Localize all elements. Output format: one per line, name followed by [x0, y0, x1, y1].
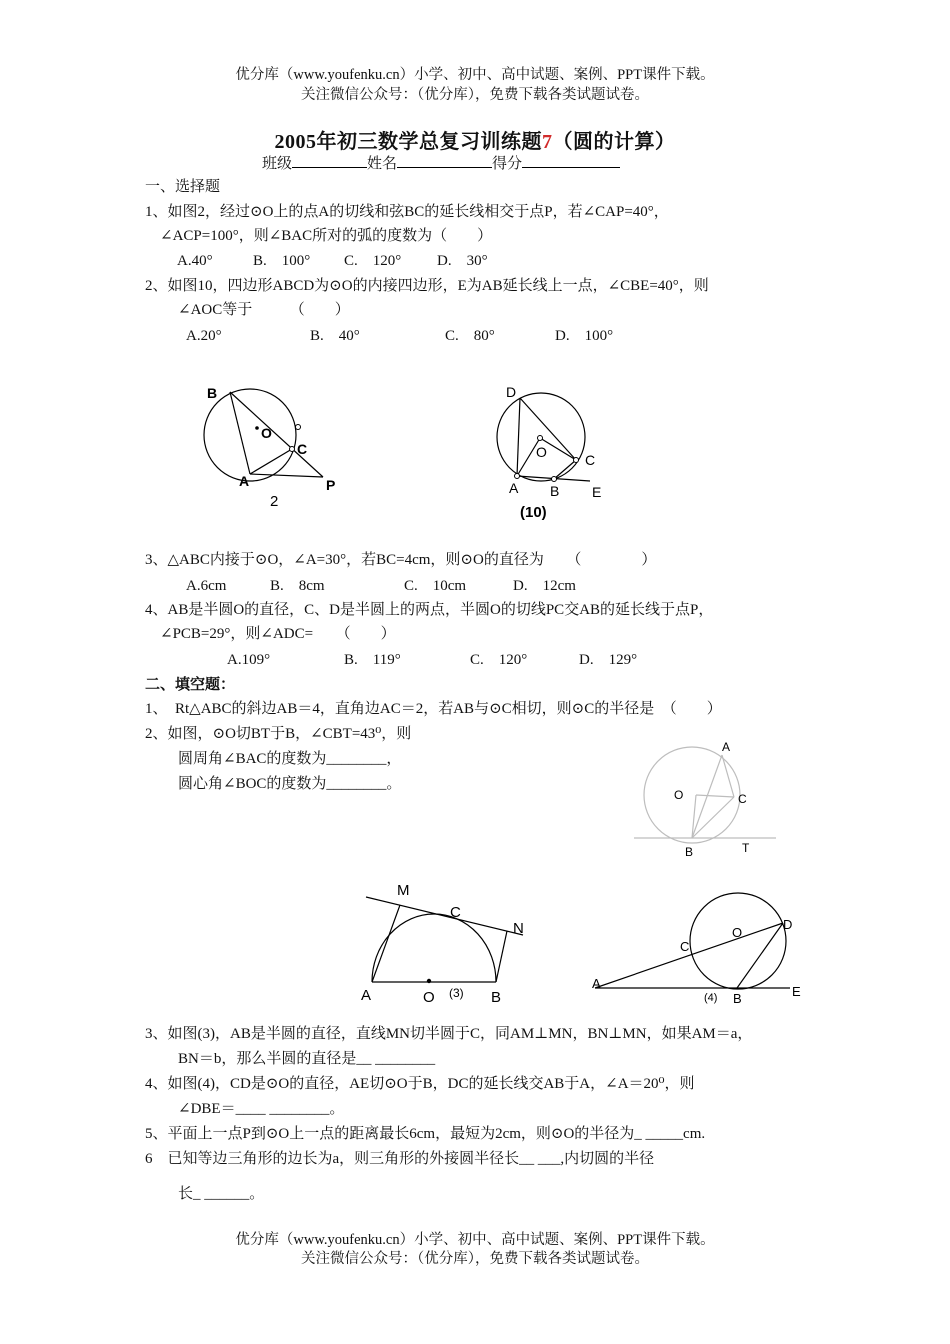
fig3-label-b: B — [491, 989, 502, 1006]
fig2-label-c: C — [297, 441, 308, 457]
fig4-label-c: C — [680, 939, 690, 954]
fig4-circle — [690, 893, 786, 989]
s1-q3-option-c: C. 10cm — [404, 578, 467, 594]
section1-heading: 一、选择题 — [145, 179, 221, 195]
title-sub: （圆的计算） — [552, 131, 676, 153]
header-line-2: 关注微信公众号：（优分库），免费下载各类试题试卷。 — [301, 87, 649, 103]
s1-q4-option-c: C. 120° — [470, 652, 528, 668]
s2-q2-line2: 圆周角∠BAC的度数为________， — [178, 751, 402, 767]
fig10-label-a: A — [509, 480, 519, 496]
section2-heading: 二、填空题： — [145, 677, 236, 693]
fig10-label-o: O — [536, 444, 547, 460]
fig4-label-e: E — [792, 984, 801, 999]
fig10-label-e: E — [592, 484, 602, 500]
figbt-label-c: C — [738, 792, 747, 806]
fig3-label-n: N — [513, 920, 524, 937]
footer-line-1: 优分库（www.youfenku.cn）小学、初中、高中试题、案例、PPT课件下载。 — [235, 1232, 715, 1248]
s2-q2-line1: 2、如图，⊙O切BT于B，∠CBT=43⁰，则 — [145, 726, 412, 742]
name-blank — [397, 153, 492, 168]
fig10-label-d: D — [506, 384, 517, 400]
fig10-point-a — [515, 474, 520, 479]
fig3-bn — [496, 931, 507, 982]
fig10-caption: (10) — [520, 504, 547, 521]
fig10-side-bc — [554, 460, 576, 479]
fig10-point-b — [552, 477, 557, 482]
fig4-label-o: O — [732, 925, 743, 940]
fig2-point-c — [290, 447, 295, 452]
figbt-label-o: O — [674, 788, 684, 802]
s1-q2-line1: 2、如图10，四边形ABCD为⊙O的内接四边形，E为AB延长线上一点，∠CBE=40°，则 — [145, 278, 709, 294]
s1-q4-option-a: A.109° — [227, 652, 271, 668]
fig2-line-bp — [230, 392, 323, 477]
s1-q4-option-b: B. 119° — [344, 652, 401, 668]
fig4-label-b: B — [733, 991, 742, 1006]
s1-q2-option-b: B. 40° — [310, 328, 360, 344]
fig4-label-d: D — [783, 917, 793, 932]
fig2-chord-ba — [230, 392, 250, 474]
s2-q6-line1: 6 已知等边三角形的边长为a，则三角形的外接圆半径长__ ___,内切圆的半径 — [145, 1151, 655, 1167]
fig2-label-a: A — [239, 473, 250, 489]
fig2-label-p: P — [326, 477, 336, 493]
s1-q1-option-d: D. 30° — [437, 253, 488, 269]
s1-q2-line2: ∠AOC等于 （ ） — [178, 302, 350, 318]
fig3-center-dot — [427, 979, 431, 983]
s1-q1-line1: 1、如图2，经过⊙O上的点A的切线和弦BC的延长线相交于点P，若∠CAP=40°， — [145, 204, 669, 220]
s1-q3-option-d: D. 12cm — [513, 578, 576, 594]
s2-q2-line3: 圆心角∠BOC的度数为________。 — [178, 776, 402, 792]
fig10-point-c — [574, 458, 579, 463]
s1-q1-option-c: C. 120° — [344, 253, 402, 269]
fig10-label-c: C — [585, 452, 596, 468]
student-info-line — [262, 153, 620, 174]
figure-10 — [490, 380, 620, 525]
class-blank — [292, 153, 367, 168]
fig10-side-da — [517, 398, 520, 476]
figbt-radius-oc — [696, 795, 734, 797]
figbt-chord-ac — [722, 755, 734, 797]
fig4-line-ad — [595, 923, 783, 988]
fig3-label-c: C — [450, 904, 461, 921]
s1-q1-option-a: A.40° — [177, 253, 213, 269]
s1-q1-option-b: B. 100° — [253, 253, 311, 269]
fig3-am — [372, 905, 400, 982]
fig10-point-o — [538, 436, 543, 441]
s1-q4-option-d: D. 129° — [579, 652, 638, 668]
fig4-label-a: A — [592, 976, 601, 991]
figure-2 — [195, 380, 350, 515]
fig3-label-o: O — [423, 989, 435, 1006]
title-number: 7 — [542, 131, 553, 153]
s1-q1-line2: ∠ACP=100°，则∠BAC所对的弧的度数为（ ） — [160, 228, 493, 244]
fig2-center-dot — [255, 426, 259, 430]
s1-q2-option-a: A.20° — [186, 328, 222, 344]
fig2-tangent-ap — [250, 474, 323, 477]
s1-q3-option-b: B. 8cm — [270, 578, 325, 594]
s2-q5: 5、平面上一点P到⊙O上一点的距离最长6cm，最短为2cm，则⊙O的半径为_ _____cm. — [145, 1126, 706, 1142]
s2-q1: 1、 Rt△ABC的斜边AB＝4，直角边AC＝2，若AB与⊙C相切，则⊙C的半径是 （ ） — [145, 701, 722, 717]
s1-q4-line1: 4、AB是半圆O的直径，C、D是半圆上的两点，半圆O的切线PC交AB的延长线于点P， — [145, 602, 714, 618]
fig2-caption: 2 — [270, 493, 279, 510]
fig2-label-o: O — [261, 425, 272, 441]
figbt-circle — [644, 747, 740, 843]
score-blank — [522, 153, 620, 168]
fig10-side-dc — [520, 398, 576, 460]
figbt-label-a: A — [722, 740, 731, 754]
s2-q6-line2: 长_ ______。 — [178, 1186, 265, 1202]
s2-q3-line1: 3、如图(3)，AB是半圆的直径，直线MN切半圆于C，同AM⊥MN，BN⊥MN，如果AM＝a， — [145, 1026, 753, 1042]
class-label: 班级 — [262, 156, 293, 172]
title-main: 2005年初三数学总复习训练题 — [274, 131, 542, 153]
fig2-handle-dot — [296, 425, 301, 430]
figbt-label-t: T — [742, 841, 750, 855]
fig3-caption: (3) — [449, 986, 464, 1000]
fig3-label-a: A — [361, 987, 372, 1004]
fig2-chord-ac — [250, 449, 292, 474]
s1-q2-option-d: D. 100° — [555, 328, 614, 344]
score-label: 得分 — [492, 156, 523, 172]
s2-q4-line1: 4、如图(4)，CD是⊙O的直径，AE切⊙O于B，DC的延长线交AB于A，∠A＝20⁰，则 — [145, 1076, 695, 1092]
header-line-1: 优分库（www.youfenku.cn）小学、初中、高中试题、案例、PPT课件下载。 — [235, 67, 715, 83]
fig3-tangent-mn — [366, 897, 523, 935]
s2-q4-line2: ∠DBE＝____ ________。 — [178, 1101, 345, 1117]
page-title — [0, 125, 950, 154]
fig10-label-b: B — [550, 483, 560, 499]
figbt-chord-bc — [692, 797, 734, 838]
s1-q2-option-c: C. 80° — [445, 328, 495, 344]
figure-4 — [590, 885, 810, 1010]
figure-tangent-bt — [630, 735, 780, 860]
fig2-circle — [204, 389, 296, 481]
s1-q3-line1: 3、△ABC内接于⊙O，∠A=30°，若BC=4cm，则⊙O的直径为 （ ） — [145, 552, 657, 568]
s1-q3-option-a: A.6cm — [186, 578, 227, 594]
fig2-label-b: B — [207, 385, 218, 401]
figbt-label-b: B — [685, 845, 694, 859]
name-label: 姓名 — [367, 156, 398, 172]
s2-q3-line2: BN＝b，那么半圆的直径是__ ________ — [178, 1051, 436, 1067]
fig3-label-m: M — [397, 882, 410, 899]
figure-3 — [355, 875, 535, 1010]
s1-q4-line2: ∠PCB=29°，则∠ADC= （ ） — [160, 626, 396, 642]
fig4-chord-bd — [737, 923, 783, 988]
fig4-caption: (4) — [704, 992, 718, 1004]
footer-line-2: 关注微信公众号：（优分库），免费下载各类试题试卷。 — [301, 1251, 649, 1267]
